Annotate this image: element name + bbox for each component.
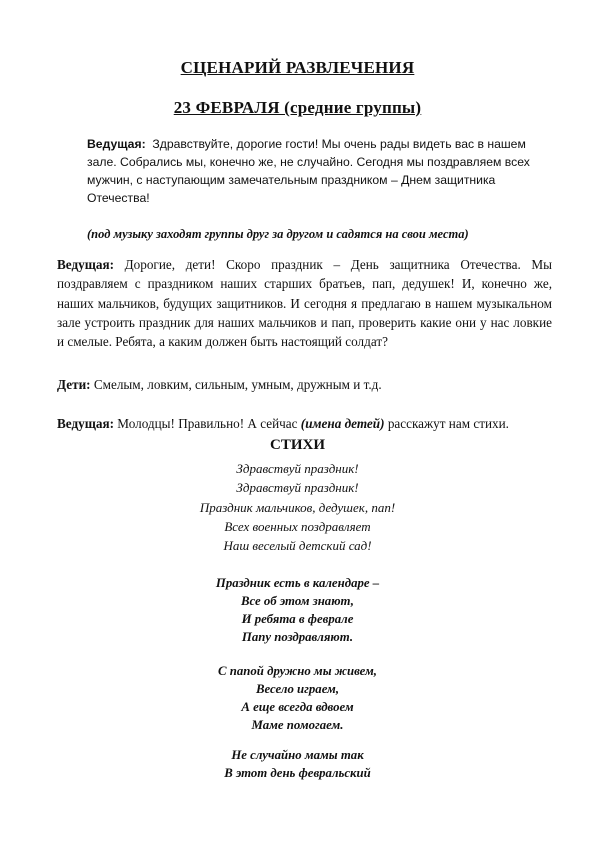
intro-text: Здравствуйте, дорогие гости! Мы очень рады видеть вас в нашем зале. Собрались мы, конечно же, не случайно. Сегодня мы поздравляем всех мужчин, с наступающим замечательным праздником – Днем защитника Отечества! bbox=[87, 137, 530, 205]
verse-line: Наш веселый детский сад! bbox=[223, 538, 372, 554]
verse-line: Здравствуй праздник! bbox=[236, 461, 359, 476]
paragraph-text: расскажут нам стихи. bbox=[384, 416, 509, 431]
verse-line: Не случайно мамы так bbox=[231, 748, 364, 762]
paragraph-text: Смелым, ловким, сильным, умным, дружным и т.д. bbox=[90, 377, 382, 392]
verse-line: Здравствуй праздник! bbox=[236, 480, 359, 496]
verse-line: Маме помогаем. bbox=[251, 718, 344, 732]
speaker-label: Дети: bbox=[57, 377, 91, 392]
verse-line: И ребята в феврале bbox=[241, 612, 354, 626]
verse-line: Все об этом знают, bbox=[240, 594, 355, 608]
paragraph-host-poems-intro bbox=[57, 414, 552, 433]
verse-line: А еще всегда вдвоем bbox=[241, 700, 354, 714]
verse-line: Папу поздравляют. bbox=[241, 630, 354, 644]
document-subtitle: 23 ФЕВРАЛЯ (средние группы) bbox=[173, 98, 422, 117]
paragraph-host-greeting bbox=[57, 255, 552, 351]
verse-3 bbox=[0, 662, 595, 734]
verse-line: С папой дружно мы живем, bbox=[218, 664, 377, 678]
paragraph-text: Дорогие, дети! Скоро праздник – День защитника Отечества. Мы поздравляем с праздником наших старших братьев, пап, дедушек! И, конечно же, наших мальчиков, будущих защитников. И сегодня я предлагаю в нашем музыкальном зале устроить праздник для наших мальчиков и пап, проверить какие они у нас ловкие и смелые. Ребята, а каким должен быть настоящий солдат? bbox=[57, 257, 552, 350]
paragraph-text: Молодцы! Правильно! А сейчас bbox=[114, 416, 301, 431]
verse-line: Весело играем, bbox=[255, 682, 340, 696]
verse-line: Праздник есть в календаре – bbox=[215, 576, 380, 590]
speaker-label: Ведущая: bbox=[57, 257, 114, 272]
document-title: СЦЕНАРИЙ РАЗВЛЕЧЕНИЯ bbox=[180, 58, 415, 77]
emphasis-text: (имена детей) bbox=[300, 416, 385, 431]
verse-4 bbox=[0, 746, 595, 782]
poems-heading: СТИХИ bbox=[269, 437, 325, 453]
verse-1 bbox=[0, 459, 595, 555]
speaker-label: Ведущая: bbox=[57, 416, 114, 431]
verse-2 bbox=[0, 574, 595, 646]
intro-speaker: Ведущая: bbox=[87, 137, 146, 151]
paragraph-children-answer bbox=[57, 375, 552, 394]
verse-line: Праздник мальчиков, дедушек, пап! bbox=[199, 499, 396, 515]
stage-direction: (под музыку заходят группы друг за другом и садятся на свои места) bbox=[87, 227, 469, 241]
verse-line: В этот день февральский bbox=[224, 766, 371, 780]
intro-paragraph bbox=[87, 135, 542, 207]
verse-line: Всех военных поздравляет bbox=[224, 518, 371, 534]
